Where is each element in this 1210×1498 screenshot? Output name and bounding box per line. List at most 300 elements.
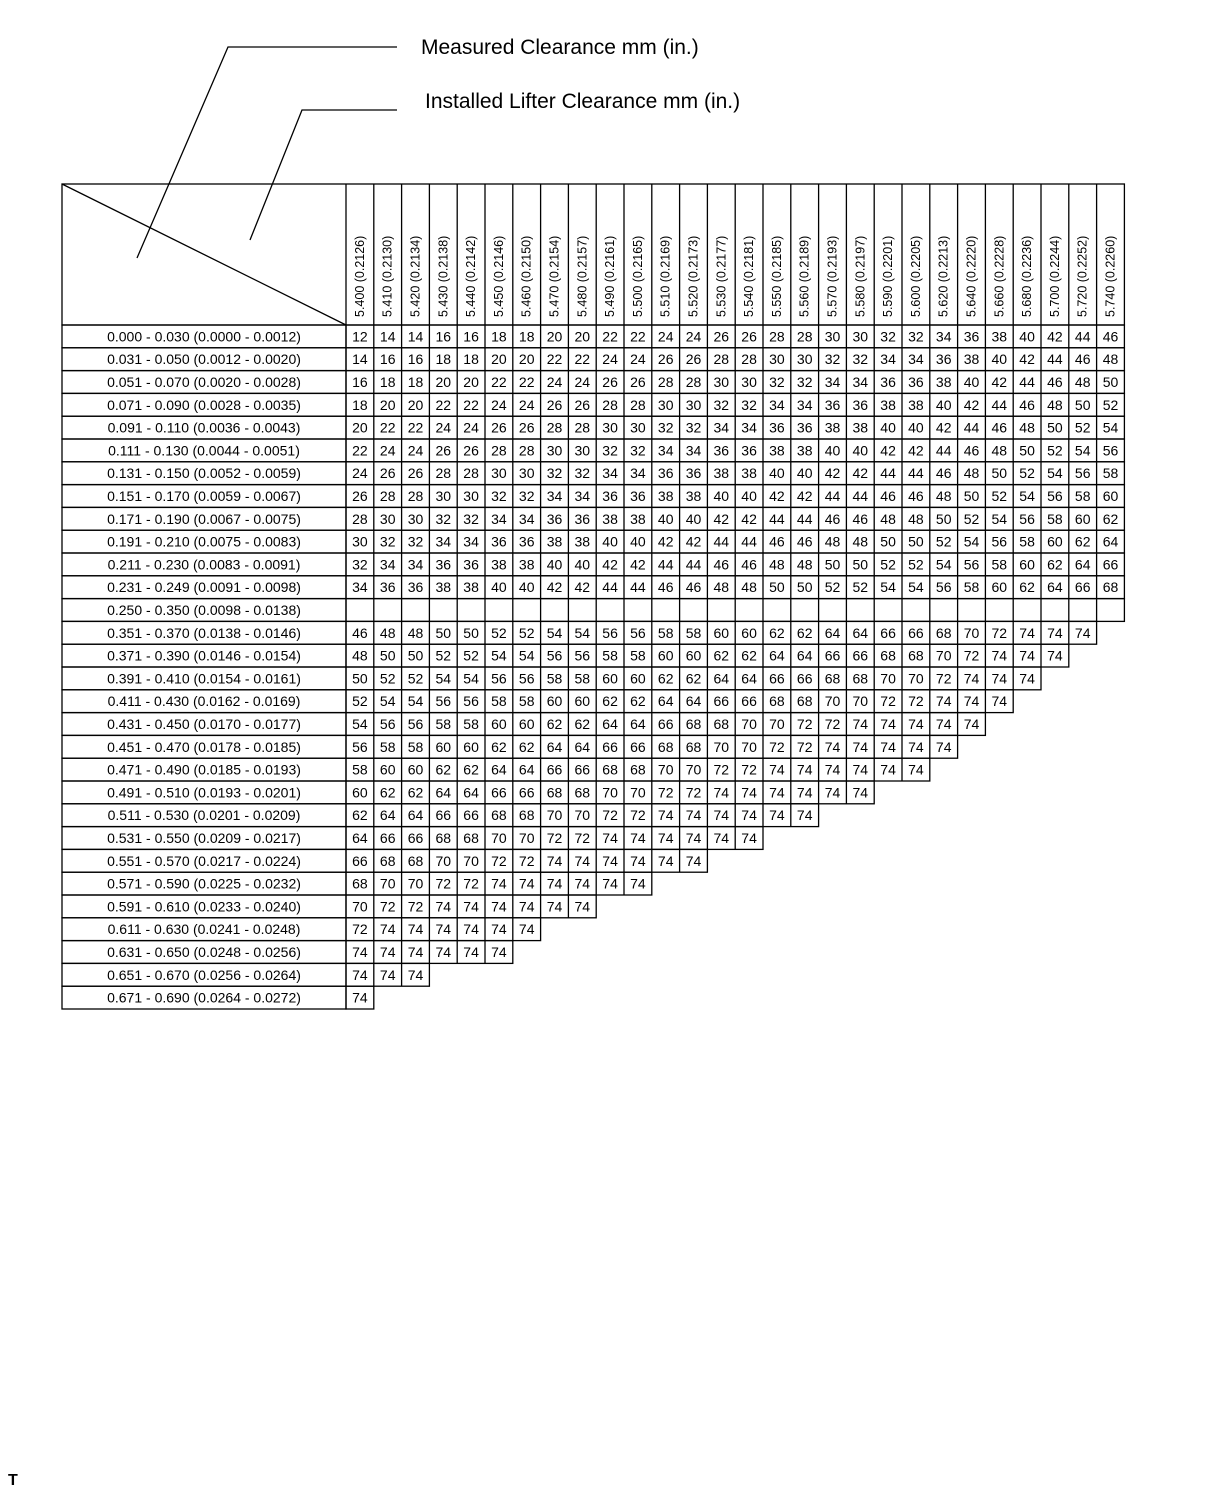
table-cell: 64 xyxy=(352,830,368,846)
table-cell: 26 xyxy=(574,396,591,413)
table-cell: 70 xyxy=(741,716,757,732)
table-cell: 36 xyxy=(657,465,674,482)
table-cell: 74 xyxy=(935,716,952,732)
table-cell: 12 xyxy=(352,328,368,345)
table-cell: 38 xyxy=(769,442,785,459)
table-cell: 54 xyxy=(574,624,591,641)
table-cell: 50 xyxy=(880,533,896,550)
table-cell: 32 xyxy=(657,419,674,436)
table-cell: 18 xyxy=(435,351,452,368)
installed-leader-line xyxy=(250,110,397,240)
table-cell: 70 xyxy=(713,738,730,755)
table-cell: 68 xyxy=(574,784,591,801)
table-cell: 26 xyxy=(379,465,396,482)
table-cell: 74 xyxy=(1047,624,1063,641)
table-cell: 66 xyxy=(574,761,591,778)
table-cell: 68 xyxy=(546,784,563,801)
table-cell: 36 xyxy=(713,442,730,459)
column-header: 5.450 (0.2146) xyxy=(491,235,506,317)
table-cell: 36 xyxy=(491,533,507,550)
table-cell: 28 xyxy=(657,374,674,390)
table-cell: 22 xyxy=(574,351,591,368)
table-cell: 24 xyxy=(463,419,479,436)
table-cell: 48 xyxy=(963,465,980,482)
table-cell: 62 xyxy=(685,670,702,687)
table-cell: 64 xyxy=(713,670,730,687)
table-cell: 40 xyxy=(630,533,646,550)
table-cell: 28 xyxy=(546,419,563,436)
table-cell: 54 xyxy=(463,670,479,687)
table-cell: 28 xyxy=(379,488,396,504)
table-cell: 54 xyxy=(379,693,396,710)
table-cell: 36 xyxy=(880,374,896,390)
table-cell: 74 xyxy=(796,807,813,824)
table-cell: 60 xyxy=(379,761,396,778)
row-label: 0.491 - 0.510 (0.0193 - 0.0201) xyxy=(107,784,301,801)
table-cell: 74 xyxy=(963,670,980,687)
table-cell: 66 xyxy=(435,807,452,824)
table-cell: 62 xyxy=(1102,510,1119,527)
table-cell: 46 xyxy=(824,510,841,527)
table-cell: 58 xyxy=(1047,510,1063,527)
table-cell: 54 xyxy=(407,693,424,710)
table-cell: 70 xyxy=(602,784,618,801)
table-cell: 72 xyxy=(352,921,368,938)
table-cell: 70 xyxy=(852,693,869,710)
table-cell: 32 xyxy=(824,351,841,368)
table-cell: 38 xyxy=(991,328,1008,345)
row-label: 0.611 - 0.630 (0.0241 - 0.0248) xyxy=(107,921,301,938)
table-cell: 70 xyxy=(518,830,535,846)
table-cell: 28 xyxy=(741,351,757,368)
table-cell: 66 xyxy=(630,738,646,755)
table-cell: 66 xyxy=(1102,556,1119,573)
table-cell: 36 xyxy=(407,579,424,596)
table-cell: 72 xyxy=(769,738,785,755)
table-cell: 72 xyxy=(963,647,980,664)
table-cell: 58 xyxy=(491,693,507,710)
table-cell: 58 xyxy=(602,647,618,664)
table-cell: 68 xyxy=(491,807,507,824)
table-cell: 42 xyxy=(880,442,896,459)
table-cell: 38 xyxy=(852,419,869,436)
table-cell: 38 xyxy=(935,374,952,390)
table-cell: 32 xyxy=(880,328,896,345)
table-cell: 74 xyxy=(713,830,730,846)
table-cell: 42 xyxy=(602,556,618,573)
table-cell: 68 xyxy=(824,670,841,687)
table-cell: 54 xyxy=(963,533,980,550)
table-cell: 66 xyxy=(908,624,924,641)
table-cell: 74 xyxy=(991,693,1008,710)
table-cell: 26 xyxy=(741,328,757,345)
table-cell: 74 xyxy=(463,944,479,960)
table-cell: 24 xyxy=(546,374,563,390)
table-cell: 20 xyxy=(491,351,507,368)
table-cell: 42 xyxy=(769,488,785,504)
table-cell: 48 xyxy=(741,579,757,596)
column-header: 5.400 (0.2126) xyxy=(352,235,367,317)
table-cell: 52 xyxy=(991,488,1008,504)
table-cell: 46 xyxy=(1074,351,1091,368)
table-cell: 18 xyxy=(518,328,535,345)
column-header: 5.550 (0.2185) xyxy=(769,235,784,317)
table-cell: 62 xyxy=(352,807,368,824)
table-cell: 58 xyxy=(657,624,674,641)
table-cell: 56 xyxy=(352,738,368,755)
table-cell: 26 xyxy=(657,351,674,368)
table-cell: 64 xyxy=(1074,556,1091,573)
table-cell: 52 xyxy=(824,579,841,596)
table-cell: 32 xyxy=(852,351,869,368)
table-cell: 64 xyxy=(852,624,869,641)
table-cell: 74 xyxy=(824,738,841,755)
table-cell: 64 xyxy=(574,738,591,755)
table-cell: 36 xyxy=(518,533,535,550)
table-cell: 54 xyxy=(908,579,924,596)
table-cell: 74 xyxy=(935,738,952,755)
table-cell: 32 xyxy=(546,465,563,482)
table-cell: 70 xyxy=(352,898,368,915)
table-cell: 74 xyxy=(546,898,563,915)
table-cell: 52 xyxy=(352,693,368,710)
table-cell: 68 xyxy=(713,716,730,732)
table-cell: 74 xyxy=(491,875,507,892)
table-cell: 56 xyxy=(1047,488,1063,504)
table-cell: 60 xyxy=(602,670,618,687)
table-cell: 26 xyxy=(630,374,646,390)
table-cell: 68 xyxy=(935,624,952,641)
table-cell: 40 xyxy=(491,579,507,596)
table-cell: 56 xyxy=(379,716,396,732)
table-cell: 40 xyxy=(741,488,757,504)
table-cell: 74 xyxy=(630,875,646,892)
table-cell: 60 xyxy=(518,716,535,732)
table-cell: 64 xyxy=(379,807,396,824)
table-cell: 14 xyxy=(352,351,368,368)
table-cell: 74 xyxy=(908,761,924,778)
table-cell: 74 xyxy=(574,875,591,892)
table-cell: 44 xyxy=(769,510,785,527)
table-cell: 40 xyxy=(518,579,535,596)
table-cell: 40 xyxy=(546,556,563,573)
table-cell: 68 xyxy=(518,807,535,824)
table-cell: 32 xyxy=(908,328,924,345)
table-cell: 74 xyxy=(852,784,869,801)
table-cell: 58 xyxy=(991,556,1008,573)
table-cell: 20 xyxy=(379,396,396,413)
table-cell: 56 xyxy=(407,716,424,732)
table-cell: 52 xyxy=(518,624,535,641)
table-cell: 72 xyxy=(602,807,618,824)
table-cell: 68 xyxy=(630,761,646,778)
table-cell: 72 xyxy=(407,898,424,915)
table-cell: 50 xyxy=(1102,374,1119,390)
table-cell: 70 xyxy=(379,875,396,892)
table-cell: 30 xyxy=(352,533,368,550)
table-cell: 64 xyxy=(824,624,841,641)
table-cell: 48 xyxy=(880,510,896,527)
table-cell: 36 xyxy=(741,442,757,459)
table-cell: 68 xyxy=(880,647,896,664)
row-label: 0.531 - 0.550 (0.0209 - 0.0217) xyxy=(107,830,301,846)
table-cell: 58 xyxy=(963,579,980,596)
table-cell: 60 xyxy=(463,738,479,755)
table-cell: 74 xyxy=(991,670,1008,687)
table-cell: 74 xyxy=(463,898,479,915)
table-cell: 70 xyxy=(491,830,507,846)
table-cell: 30 xyxy=(518,465,535,482)
table-cell: 46 xyxy=(685,579,702,596)
column-header: 5.720 (0.2252) xyxy=(1075,235,1090,317)
row-label: 0.191 - 0.210 (0.0075 - 0.0083) xyxy=(107,533,301,550)
table-cell: 46 xyxy=(1019,396,1035,413)
table-cell: 52 xyxy=(908,556,924,573)
table-cell: 36 xyxy=(379,579,396,596)
table-cell: 74 xyxy=(407,966,424,983)
table-cell: 38 xyxy=(491,556,507,573)
row-label: 0.031 - 0.050 (0.0012 - 0.0020) xyxy=(107,351,301,368)
table-cell: 74 xyxy=(546,852,563,869)
table-cell: 70 xyxy=(407,875,424,892)
column-header: 5.440 (0.2142) xyxy=(464,235,479,317)
table-cell: 46 xyxy=(352,624,368,641)
table-cell: 60 xyxy=(685,647,702,664)
table-cell: 74 xyxy=(1047,647,1063,664)
row-label: 0.111 - 0.130 (0.0044 - 0.0051) xyxy=(108,442,300,459)
table-cell: 72 xyxy=(908,693,924,710)
table-cell: 60 xyxy=(435,738,452,755)
table-cell: 42 xyxy=(741,510,757,527)
table-cell: 34 xyxy=(796,396,813,413)
table-cell: 70 xyxy=(574,807,591,824)
table-cell: 34 xyxy=(657,442,674,459)
table-cell: 74 xyxy=(602,830,618,846)
table-cell: 40 xyxy=(574,556,591,573)
table-cell: 74 xyxy=(352,989,368,1006)
table-cell: 40 xyxy=(796,465,813,482)
table-cell: 32 xyxy=(796,374,813,390)
column-header: 5.560 (0.2189) xyxy=(797,235,812,317)
table-cell: 74 xyxy=(852,761,869,778)
table-cell: 72 xyxy=(935,670,952,687)
table-cell: 60 xyxy=(546,693,563,710)
table-cell: 34 xyxy=(518,510,535,527)
table-cell: 32 xyxy=(407,533,424,550)
table-cell: 38 xyxy=(657,488,674,504)
table-cell: 30 xyxy=(602,419,618,436)
table-cell: 46 xyxy=(1102,328,1119,345)
table-cell: 74 xyxy=(880,716,896,732)
table-cell: 22 xyxy=(630,328,646,345)
table-cell: 34 xyxy=(880,351,896,368)
table-cell: 74 xyxy=(685,830,702,846)
table-cell: 66 xyxy=(1074,579,1091,596)
table-cell: 68 xyxy=(379,852,396,869)
table-cell: 44 xyxy=(657,556,674,573)
table-cell: 70 xyxy=(685,761,702,778)
table-cell: 56 xyxy=(991,533,1008,550)
table-cell: 24 xyxy=(574,374,591,390)
table-cell: 66 xyxy=(379,830,396,846)
table-cell: 30 xyxy=(379,510,396,527)
table-cell: 48 xyxy=(407,624,424,641)
table-cell: 52 xyxy=(1102,396,1119,413)
table-cell: 56 xyxy=(1102,442,1119,459)
table-cell: 64 xyxy=(463,784,479,801)
table-cell: 28 xyxy=(602,396,618,413)
table-cell: 68 xyxy=(852,670,869,687)
table-cell: 56 xyxy=(463,693,479,710)
table-cell: 46 xyxy=(963,442,980,459)
table-cell: 54 xyxy=(1047,465,1063,482)
table-cell: 74 xyxy=(630,830,646,846)
table-cell: 74 xyxy=(741,807,757,824)
table-cell: 68 xyxy=(657,738,674,755)
table-cell: 50 xyxy=(435,624,452,641)
table-cell: 74 xyxy=(491,898,507,915)
column-header: 5.460 (0.2150) xyxy=(519,235,534,317)
column-header: 5.430 (0.2138) xyxy=(436,235,451,317)
table-cell: 66 xyxy=(852,647,869,664)
table-cell: 34 xyxy=(435,533,452,550)
column-header: 5.620 (0.2213) xyxy=(936,235,951,317)
table-cell: 74 xyxy=(824,784,841,801)
table-cell: 42 xyxy=(713,510,730,527)
table-cell: 64 xyxy=(630,716,646,732)
table-cell: 20 xyxy=(518,351,535,368)
table-cell: 42 xyxy=(852,465,869,482)
table-cell: 52 xyxy=(1047,442,1063,459)
table-cell: 34 xyxy=(630,465,646,482)
table-cell: 32 xyxy=(630,442,646,459)
table-cell: 56 xyxy=(1074,465,1091,482)
table-cell: 56 xyxy=(963,556,980,573)
table-cell: 38 xyxy=(435,579,452,596)
table-cell: 58 xyxy=(685,624,702,641)
table-cell: 16 xyxy=(379,351,396,368)
corner-mark: T xyxy=(8,1472,18,1489)
table-cell: 74 xyxy=(352,966,368,983)
table-cell: 48 xyxy=(379,624,396,641)
table-cell: 40 xyxy=(602,533,618,550)
table-cell: 30 xyxy=(491,465,507,482)
table-cell: 18 xyxy=(407,374,424,390)
table-cell: 22 xyxy=(518,374,535,390)
table-cell: 20 xyxy=(574,328,591,345)
table-cell: 44 xyxy=(963,419,980,436)
table-cell: 24 xyxy=(379,442,396,459)
table-cell: 46 xyxy=(852,510,869,527)
table-cell: 74 xyxy=(713,807,730,824)
table-cell: 58 xyxy=(407,738,424,755)
table-cell: 44 xyxy=(935,442,952,459)
table-cell: 74 xyxy=(546,875,563,892)
table-cell: 66 xyxy=(352,852,368,869)
table-cell: 32 xyxy=(602,442,618,459)
table-cell: 48 xyxy=(1102,351,1119,368)
column-header: 5.470 (0.2154) xyxy=(547,235,562,317)
table-cell: 36 xyxy=(935,351,952,368)
column-header: 5.580 (0.2197) xyxy=(853,235,868,317)
table-cell: 60 xyxy=(991,579,1008,596)
table-cell: 74 xyxy=(769,761,785,778)
table-cell: 34 xyxy=(491,510,507,527)
table-cell: 72 xyxy=(824,716,841,732)
table-cell: 54 xyxy=(435,670,452,687)
table-cell: 26 xyxy=(407,465,424,482)
table-cell: 74 xyxy=(963,716,980,732)
table-cell: 60 xyxy=(1102,488,1119,504)
table-cell: 52 xyxy=(1074,419,1091,436)
table-cell: 54 xyxy=(491,647,507,664)
table-cell: 72 xyxy=(518,852,535,869)
table-cell: 74 xyxy=(518,921,535,938)
table-cell: 68 xyxy=(435,830,452,846)
table-cell: 30 xyxy=(657,396,674,413)
table-cell: 74 xyxy=(880,761,896,778)
table-cell: 74 xyxy=(685,807,702,824)
table-cell: 72 xyxy=(546,830,563,846)
table-cell: 34 xyxy=(602,465,618,482)
table-cell: 30 xyxy=(769,351,785,368)
table-cell: 50 xyxy=(352,670,368,687)
table-cell: 42 xyxy=(1019,351,1035,368)
table-cell: 44 xyxy=(630,579,646,596)
table-cell: 38 xyxy=(546,533,563,550)
table-cell: 48 xyxy=(908,510,924,527)
table-cell: 46 xyxy=(769,533,785,550)
table-cell: 74 xyxy=(852,716,869,732)
table-cell: 64 xyxy=(546,738,563,755)
row-label: 0.651 - 0.670 (0.0256 - 0.0264) xyxy=(107,966,301,983)
table-cell: 36 xyxy=(685,465,702,482)
table-cell: 64 xyxy=(657,693,674,710)
table-cell: 54 xyxy=(1074,442,1091,459)
table-cell: 74 xyxy=(713,784,730,801)
table-cell: 38 xyxy=(713,465,730,482)
table-cell: 66 xyxy=(602,738,618,755)
table-cell: 40 xyxy=(908,419,924,436)
table-cell: 44 xyxy=(602,579,618,596)
table-cell: 18 xyxy=(352,396,368,413)
table-cell: 54 xyxy=(935,556,952,573)
row-label: 0.671 - 0.690 (0.0264 - 0.0272) xyxy=(107,989,301,1006)
column-header: 5.590 (0.2201) xyxy=(881,235,896,317)
table-cell: 46 xyxy=(796,533,813,550)
table-cell: 70 xyxy=(935,647,952,664)
table-cell: 34 xyxy=(574,488,591,504)
table-cell: 62 xyxy=(796,624,813,641)
table-cell: 46 xyxy=(657,579,674,596)
table-cell: 34 xyxy=(407,556,424,573)
table-cell: 40 xyxy=(991,351,1008,368)
table-cell: 36 xyxy=(435,556,452,573)
row-label: 0.051 - 0.070 (0.0020 - 0.0028) xyxy=(107,374,301,390)
table-cell: 32 xyxy=(741,396,757,413)
table-cell: 62 xyxy=(379,784,396,801)
table-cell: 38 xyxy=(630,510,646,527)
table-cell: 72 xyxy=(379,898,396,915)
table-cell: 52 xyxy=(379,670,396,687)
table-cell: 70 xyxy=(435,852,452,869)
table-cell: 52 xyxy=(963,510,980,527)
table-cell: 44 xyxy=(852,488,869,504)
column-header: 5.490 (0.2161) xyxy=(603,235,618,317)
table-cell: 74 xyxy=(518,898,535,915)
table-cell: 74 xyxy=(602,875,618,892)
table-cell: 58 xyxy=(379,738,396,755)
